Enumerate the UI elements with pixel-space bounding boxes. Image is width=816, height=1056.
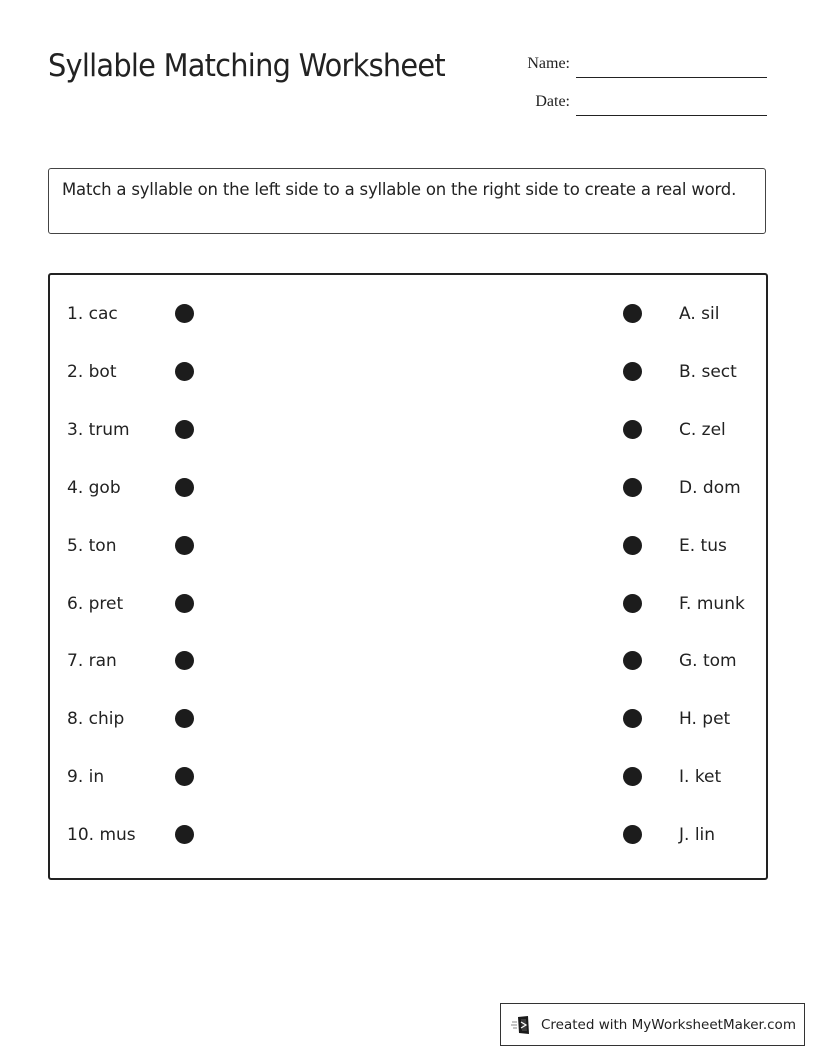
match-row: [50, 534, 766, 558]
left-item: 1. cac: [67, 304, 118, 324]
right-item: D. dom: [679, 478, 741, 498]
left-dot-icon[interactable]: [175, 362, 194, 381]
right-dot-icon[interactable]: [623, 825, 642, 844]
right-item: B. sect: [679, 362, 737, 382]
left-item: 5. ton: [67, 536, 117, 556]
instructions-box: Match a syllable on the left side to a syllable on the right side to create a real word.: [48, 168, 766, 234]
left-dot-icon[interactable]: [175, 767, 194, 786]
match-row: [50, 707, 766, 731]
left-item: 9. in: [67, 767, 105, 787]
footer-credit[interactable]: [500, 1003, 805, 1046]
name-line[interactable]: [576, 76, 767, 78]
left-item: 10. mus: [67, 825, 136, 845]
date-field[interactable]: [510, 94, 767, 110]
page-title: Syllable Matching Worksheet: [48, 48, 445, 84]
name-field[interactable]: [510, 56, 767, 72]
left-dot-icon[interactable]: [175, 651, 194, 670]
right-item: H. pet: [679, 709, 731, 729]
date-label: Date:: [535, 93, 570, 110]
right-item: C. zel: [679, 420, 726, 440]
match-row: [50, 302, 766, 326]
footer-text: Created with MyWorksheetMaker.com: [541, 1016, 796, 1033]
left-item: 4. gob: [67, 478, 121, 498]
left-dot-icon[interactable]: [175, 304, 194, 323]
match-row: [50, 823, 766, 847]
left-dot-icon[interactable]: [175, 478, 194, 497]
name-label: Name:: [527, 55, 570, 72]
right-dot-icon[interactable]: [623, 420, 642, 439]
right-dot-icon[interactable]: [623, 651, 642, 670]
right-dot-icon[interactable]: [623, 478, 642, 497]
right-dot-icon[interactable]: [623, 767, 642, 786]
match-row: [50, 418, 766, 442]
left-item: 2. bot: [67, 362, 117, 382]
right-item: J. lin: [679, 825, 716, 845]
match-row: [50, 592, 766, 616]
right-item: I. ket: [679, 767, 722, 787]
left-dot-icon[interactable]: [175, 536, 194, 555]
right-dot-icon[interactable]: [623, 536, 642, 555]
left-dot-icon[interactable]: [175, 709, 194, 728]
left-item: 7. ran: [67, 651, 117, 671]
left-item: 3. trum: [67, 420, 130, 440]
left-item: 8. chip: [67, 709, 125, 729]
left-dot-icon[interactable]: [175, 420, 194, 439]
left-dot-icon[interactable]: [175, 825, 194, 844]
matching-box: [48, 273, 768, 880]
right-item: F. munk: [679, 594, 745, 614]
match-row: [50, 360, 766, 384]
right-item: G. tom: [679, 651, 737, 671]
right-dot-icon[interactable]: [623, 304, 642, 323]
right-dot-icon[interactable]: [623, 362, 642, 381]
right-dot-icon[interactable]: [623, 594, 642, 613]
left-dot-icon[interactable]: [175, 594, 194, 613]
match-row: [50, 649, 766, 673]
right-dot-icon[interactable]: [623, 709, 642, 728]
worksheet-logo-icon: [511, 1014, 533, 1036]
right-item: A. sil: [679, 304, 720, 324]
left-item: 6. pret: [67, 594, 124, 614]
match-row: [50, 476, 766, 500]
date-line[interactable]: [576, 114, 767, 116]
right-item: E. tus: [679, 536, 727, 556]
match-row: [50, 765, 766, 789]
